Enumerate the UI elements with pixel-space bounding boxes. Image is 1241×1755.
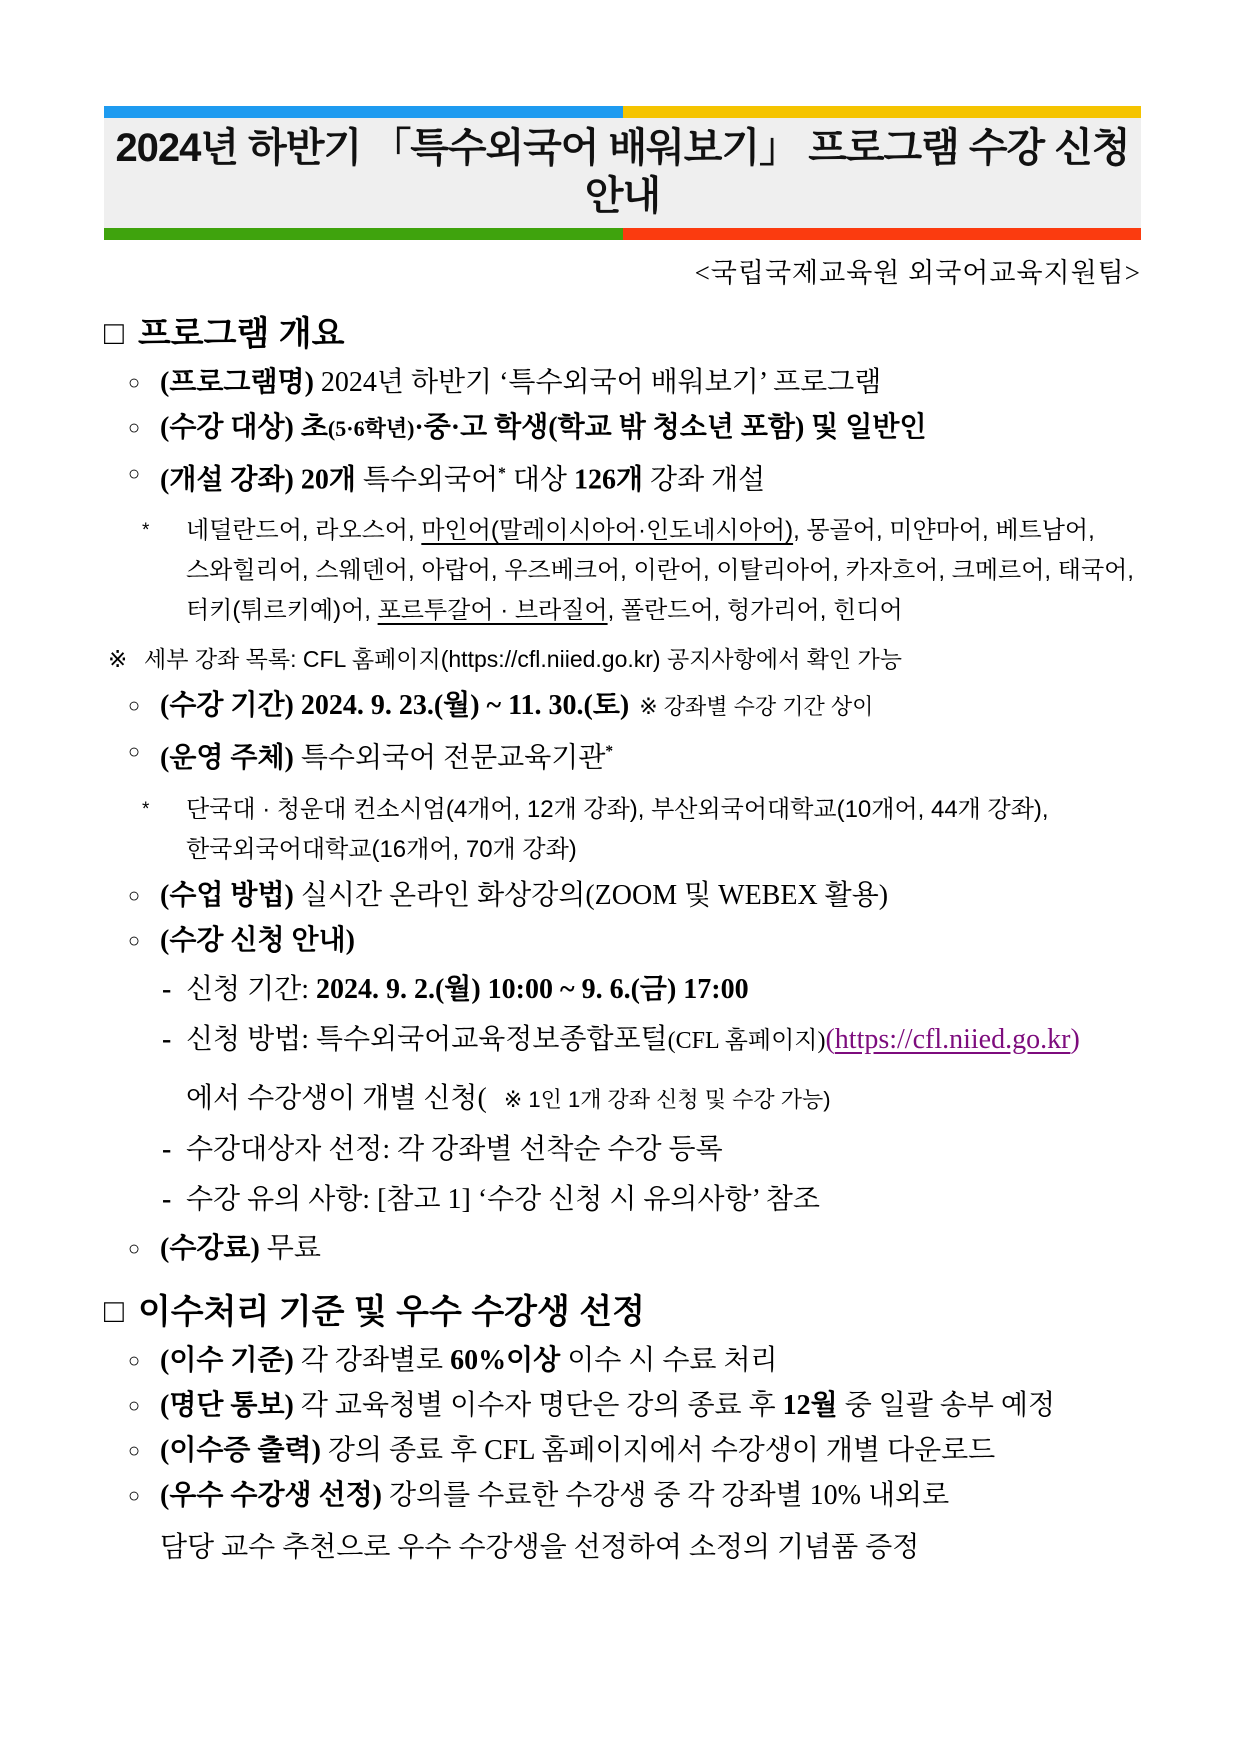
list-item-bullet — [128, 877, 1141, 915]
text-line — [160, 1432, 1141, 1470]
stripe-blue — [104, 106, 623, 118]
item-body — [160, 877, 1141, 915]
text-run: 중 일괄 송부 예정 — [837, 1389, 1056, 1421]
text-line — [160, 922, 1141, 960]
text-run: ) — [1070, 1023, 1080, 1055]
item-body — [160, 1342, 1141, 1380]
text-run: ※ 강좌별 수강 기간 상이 — [639, 694, 874, 720]
text-line — [160, 455, 1141, 499]
text-run: 에서 수강생이 개별 신청( — [186, 1082, 494, 1114]
text-line — [186, 1180, 1141, 1220]
star-marker-icon: * — [142, 520, 150, 542]
byline: <국립국제교육원 외국어교육지원팀> — [694, 258, 1141, 288]
text-run: ( — [825, 1023, 835, 1055]
bullet-marker-icon: ○ — [128, 417, 141, 439]
item-body — [160, 733, 1141, 777]
list-item-bullet — [128, 1387, 1141, 1425]
square-bullet-icon: □ — [104, 1291, 124, 1329]
list-item-bullet — [128, 1230, 1141, 1268]
text-line — [186, 551, 1141, 591]
text-run: (이수 기준) — [160, 1344, 301, 1376]
dash-marker-icon: - — [162, 973, 172, 1005]
text-run: ※ 1인 1개 강좌 신청 및 수강 가능) — [503, 1086, 831, 1112]
dash-marker-icon: - — [162, 1023, 172, 1055]
list-item-bullet — [128, 1432, 1141, 1470]
bullet-marker-icon: ○ — [128, 372, 141, 394]
text-run: (수강 신청 안내) — [160, 924, 355, 956]
bullet-marker-icon: ○ — [128, 884, 141, 907]
banner-bottom-stripe — [104, 228, 1141, 240]
text-line — [160, 1342, 1141, 1380]
square-bullet-icon: □ — [104, 314, 124, 351]
list-item-dash — [162, 1020, 1141, 1120]
text-run: (CFL 홈페이지) — [667, 1027, 826, 1054]
bullet-marker-icon: ○ — [128, 1484, 141, 1507]
note-marker-icon: ※ — [108, 646, 128, 673]
text-run: (수업 방법) — [160, 879, 301, 911]
text-line — [160, 1477, 1141, 1515]
bullet-marker-icon: ○ — [128, 1349, 141, 1372]
item-body — [186, 790, 1141, 870]
item-body — [160, 1387, 1141, 1425]
title-banner — [104, 106, 1141, 240]
text-run: 특수외국어 전문교육기관 — [300, 742, 606, 774]
text-line — [160, 1230, 1141, 1268]
text-line — [160, 364, 1141, 402]
text-line — [186, 591, 1141, 631]
star-marker-icon: * — [142, 798, 150, 820]
text-run: (이수증 출력) — [160, 1434, 328, 1466]
list-item-bullet — [128, 409, 1141, 448]
list-item-note — [108, 643, 1141, 675]
stripe-red — [623, 228, 1142, 240]
text-run: 무료 — [266, 1232, 321, 1264]
text-run: 스와힐리어, 스웨덴어, 아랍어, 우즈베크어, 이란어, 이탈리아어, 카자흐어, 크메르어, 태국어, — [186, 557, 1134, 585]
text-run: (수강 대상) — [160, 412, 301, 443]
text-line — [160, 733, 1141, 777]
list-item-dash — [162, 1130, 1141, 1170]
list-item-bullet — [128, 922, 1141, 960]
item-body — [186, 1130, 1141, 1170]
text-line — [186, 790, 1141, 830]
text-run: (개설 강좌) — [160, 464, 301, 496]
text-run: (5·6학년) — [327, 416, 415, 441]
text-line — [160, 1529, 1141, 1567]
text-line — [186, 970, 1141, 1010]
dash-marker-icon: - — [162, 1183, 172, 1215]
text-run: 마인어(말레이시아어·인도네시아어) — [421, 517, 794, 545]
item-body — [160, 687, 1141, 726]
item-body — [160, 364, 1141, 402]
item-body — [144, 643, 1141, 675]
text-line — [186, 1130, 1141, 1170]
section-heading — [104, 312, 1141, 356]
text-line — [160, 1387, 1141, 1425]
text-run: * — [605, 743, 614, 761]
text-line — [160, 409, 1141, 448]
bullet-marker-icon: ○ — [128, 695, 141, 718]
text-run: 대상 — [505, 464, 574, 496]
text-line — [186, 830, 1141, 870]
list-item-star — [136, 511, 1141, 631]
stripe-yellow — [623, 106, 1142, 118]
page-title: 2024년 하반기 「특수외국어 배워보기」 프로그램 수강 신청 안내 — [104, 118, 1141, 228]
text-run: 세부 강좌 목록: CFL 홈페이지(https://cfl.niied.go.kr) 공지사항에서 확인 가능 — [144, 646, 902, 673]
text-run: 이수 시 수료 처리 — [560, 1344, 778, 1376]
text-run: (수강료) — [160, 1232, 267, 1264]
text-run: 강의 종료 후 CFL 홈페이지에서 수강생이 개별 다운로드 — [327, 1434, 996, 1466]
list-item-bullet — [128, 1477, 1141, 1567]
bullet-marker-icon: ○ — [128, 1237, 141, 1260]
text-line — [186, 511, 1141, 551]
text-run: (명단 통보) — [160, 1389, 301, 1421]
text-run: (운영 주체) — [160, 742, 301, 774]
banner-top-stripe — [104, 106, 1141, 118]
text-run: 2024년 하반기 ‘특수외국어 배워보기’ 프로그램 — [320, 367, 882, 398]
item-body — [160, 1432, 1141, 1470]
item-body — [186, 1020, 1141, 1120]
text-line — [160, 877, 1141, 915]
text-run: 담당 교수 추천으로 우수 수강생을 선정하여 소정의 기념품 증정 — [160, 1531, 920, 1563]
bullet-marker-icon: ○ — [128, 1439, 141, 1462]
text-run: (프로그램명) — [160, 367, 321, 398]
text-line — [186, 1079, 1141, 1120]
section-title: 이수처리 기준 및 우수 수강생 선정 — [137, 1292, 645, 1331]
list-item-bullet — [128, 687, 1141, 726]
bullet-marker-icon: ○ — [128, 1394, 141, 1417]
list-item-dash — [162, 970, 1141, 1010]
text-run: (우수 수강생 선정) — [160, 1479, 389, 1511]
content — [104, 312, 1141, 1567]
item-body — [160, 922, 1141, 960]
item-body — [186, 970, 1141, 1010]
text-line — [144, 643, 1141, 675]
item-body — [160, 1230, 1141, 1268]
text-run: 수강대상자 선정: 각 강좌별 선착순 수강 등록 — [186, 1133, 723, 1165]
text-run: ·중·고 학생(학교 밖 청소년 포함) 및 일반인 — [414, 412, 927, 443]
text-run: 각 교육청별 이수자 명단은 강의 종료 후 — [300, 1389, 783, 1421]
text-line — [186, 1020, 1141, 1061]
text-run: 60%이상 — [450, 1344, 561, 1376]
item-body — [186, 1180, 1141, 1220]
text-run: 수강 유의 사항: [참고 1] ‘수강 신청 시 유의사항’ 참조 — [186, 1183, 820, 1215]
text-run: 네덜란드어, 라오스어, — [186, 517, 422, 545]
text-run: 실시간 온라인 화상강의(ZOOM 및 WEBEX 활용) — [300, 879, 889, 911]
text-run: 포르투갈어 · 브라질어 — [377, 597, 608, 625]
text-run: 단국대 · 청운대 컨소시엄(4개어, 12개 강좌), 부산외국어대학교(10개어, 44개 강좌), — [186, 795, 1049, 823]
stripe-green — [104, 228, 623, 240]
section-heading — [104, 1290, 1141, 1334]
list-item-bullet — [128, 455, 1141, 499]
text-run: 2024. 9. 2.(월) 10:00 ~ 9. 6.(금) 17:00 — [315, 973, 749, 1005]
text-run: , 몽골어, 미얀마어, 베트남어, — [793, 517, 1095, 545]
item-body — [160, 409, 1141, 448]
text-run: 터키(튀르키예)어, — [186, 597, 378, 625]
text-run: 초 — [300, 412, 328, 443]
list-item-bullet — [128, 364, 1141, 402]
item-body — [160, 1477, 1141, 1567]
text-run: 신청 기간: — [186, 973, 316, 1005]
text-line — [160, 687, 1141, 726]
dash-marker-icon: - — [162, 1133, 172, 1165]
text-run: 한국외국어대학교(16개어, 70개 강좌) — [186, 835, 577, 863]
text-run: 각 강좌별로 — [300, 1344, 451, 1376]
item-body — [186, 511, 1141, 631]
text-run: , 폴란드어, 헝가리어, 힌디어 — [607, 597, 903, 625]
text-run: 강의를 수료한 수강생 중 각 강좌별 10% 내외로 — [389, 1479, 950, 1511]
text-run: * — [498, 465, 506, 482]
list-item-dash — [162, 1180, 1141, 1220]
bullet-marker-icon: ○ — [128, 463, 141, 485]
section-title: 프로그램 개요 — [137, 315, 345, 353]
link-url[interactable]: https://cfl.niied.go.kr — [834, 1023, 1071, 1055]
text-run: 126개 — [573, 464, 644, 496]
bullet-marker-icon: ○ — [128, 741, 141, 764]
text-run: 12월 — [782, 1389, 838, 1421]
text-run: (수강 기간) 2024. 9. 23.(월) ~ 11. 30.(토) — [160, 690, 630, 722]
text-run: 신청 방법: 특수외국어교육정보종합포털 — [186, 1023, 668, 1055]
list-item-star — [136, 790, 1141, 870]
list-item-bullet — [128, 733, 1141, 777]
bullet-marker-icon: ○ — [128, 929, 141, 952]
text-run: 강좌 개설 — [643, 464, 766, 496]
text-run: 특수외국어 — [355, 464, 499, 496]
list-item-bullet — [128, 1342, 1141, 1380]
item-body — [160, 455, 1141, 499]
text-run: 20개 — [300, 464, 356, 496]
